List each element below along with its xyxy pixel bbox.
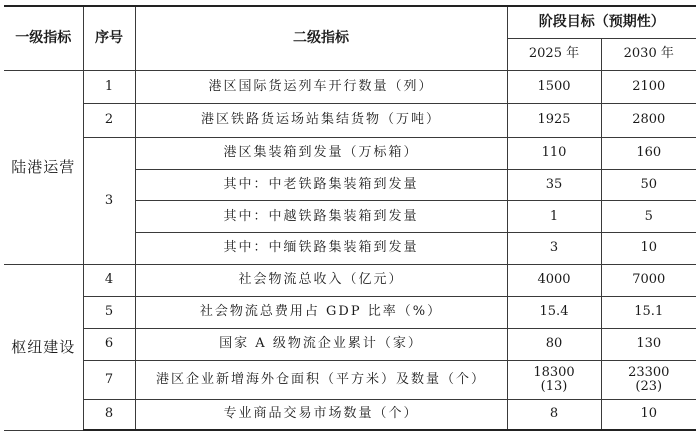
row-value-2030: 15.1 bbox=[601, 296, 696, 329]
header-seq: 序号 bbox=[83, 6, 135, 70]
table-row bbox=[4, 104, 696, 138]
row-value-2025: 4000 bbox=[507, 264, 601, 296]
row-seq: 5 bbox=[83, 296, 135, 329]
row-value-2030-count: (23) bbox=[635, 378, 663, 394]
row-value-2025: 15.4 bbox=[507, 296, 601, 329]
row-value-2025: 3 bbox=[507, 233, 601, 265]
row-value-2030: 50 bbox=[601, 169, 696, 201]
row-value-2025: 1 bbox=[507, 201, 601, 233]
group-label-land-port: 陆港运营 bbox=[4, 70, 83, 264]
row-seq: 8 bbox=[83, 399, 135, 430]
row-value-2030: 10 bbox=[601, 399, 696, 430]
group-label-hub-construction: 枢纽建设 bbox=[4, 264, 83, 430]
row-value-2030: 160 bbox=[601, 138, 696, 170]
row-indicator: 港区国际货运列车开行数量（列） bbox=[135, 70, 507, 104]
row-value-2030-cell bbox=[601, 360, 696, 399]
row-seq: 4 bbox=[83, 264, 135, 296]
row-indicator: 国家 A 级物流企业累计（家） bbox=[135, 329, 507, 361]
row-seq: 2 bbox=[83, 104, 135, 138]
row-indicator: 港区集装箱到发量（万标箱） bbox=[135, 138, 507, 170]
header-level2: 二级指标 bbox=[135, 6, 507, 70]
header-year-2030: 2030 年 bbox=[601, 38, 696, 70]
row-value-2025: 18300 bbox=[533, 364, 575, 380]
row-value-2025: 35 bbox=[507, 169, 601, 201]
header-target: 阶段目标（预期性） bbox=[507, 6, 696, 38]
table-row bbox=[4, 360, 696, 399]
table-row bbox=[4, 138, 696, 170]
table-row bbox=[4, 399, 696, 430]
row-value-2025-count: (13) bbox=[540, 378, 568, 394]
row-indicator: 专业商品交易市场数量（个） bbox=[135, 399, 507, 430]
row-value-2030: 2800 bbox=[601, 104, 696, 138]
row-seq: 1 bbox=[83, 70, 135, 104]
table-row bbox=[4, 70, 696, 104]
row-value-2025: 1925 bbox=[507, 104, 601, 138]
row-indicator: 其中：中老铁路集装箱到发量 bbox=[135, 169, 507, 201]
header-year-2025: 2025 年 bbox=[507, 38, 601, 70]
row-indicator: 港区铁路货运场站集结货物（万吨） bbox=[135, 104, 507, 138]
row-value-2030: 2100 bbox=[601, 70, 696, 104]
row-value-2030: 130 bbox=[601, 329, 696, 361]
row-indicator: 港区企业新增海外仓面积（平方米）及数量（个） bbox=[135, 360, 507, 399]
table-row bbox=[4, 296, 696, 329]
row-indicator: 其中：中缅铁路集装箱到发量 bbox=[135, 233, 507, 265]
table-row bbox=[4, 329, 696, 361]
row-value-2025-cell bbox=[507, 360, 601, 399]
row-indicator: 社会物流总费用占 GDP 比率（%） bbox=[135, 296, 507, 329]
row-value-2030: 10 bbox=[601, 233, 696, 265]
row-seq: 6 bbox=[83, 329, 135, 361]
row-indicator: 其中：中越铁路集装箱到发量 bbox=[135, 201, 507, 233]
table-row bbox=[4, 264, 696, 296]
row-value-2025: 110 bbox=[507, 138, 601, 170]
row-value-2025: 8 bbox=[507, 399, 601, 430]
row-value-2025: 80 bbox=[507, 329, 601, 361]
row-value-2025: 1500 bbox=[507, 70, 601, 104]
indicator-table bbox=[4, 5, 696, 431]
header-level1: 一级指标 bbox=[4, 6, 83, 70]
row-seq: 7 bbox=[83, 360, 135, 399]
row-value-2030: 7000 bbox=[601, 264, 696, 296]
row-value-2030: 5 bbox=[601, 201, 696, 233]
row-indicator: 社会物流总收入（亿元） bbox=[135, 264, 507, 296]
row-seq: 3 bbox=[83, 138, 135, 265]
row-value-2030: 23300 bbox=[628, 364, 670, 380]
